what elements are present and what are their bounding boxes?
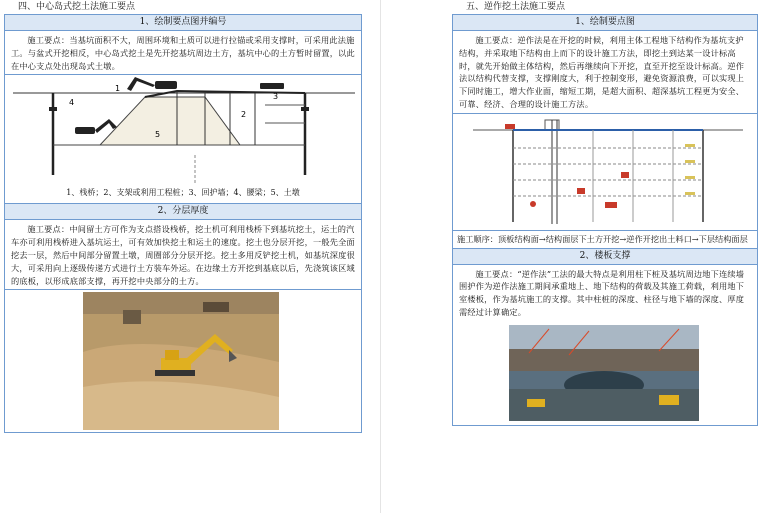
right-s1-text: 施工要点：逆作法是在开挖的时候，利用主体工程地下结构作为基坑支护结构，并采取地下结构由上而下的设计施工方法，即挖土到达某一设计标高时，就先开始做主体结构，然后再继续向下开挖，直至开挖至设计标高。逆作法以结构代替支撑，支撑刚度大，利于控制变形，避免资源浪费，可以实现上下同时施工，增大作业面，缩短工期，是超大面积、超深基坑工程更为安全、可靠、经济、合理的设计施工方法。: [453, 31, 757, 114]
page-gutter: [380, 0, 381, 513]
island-diagram: [5, 75, 361, 204]
island-diagram-svg: [5, 75, 361, 187]
left-column: [4, 0, 362, 433]
label-4: 4: [69, 98, 75, 108]
slab-photo-box: [453, 321, 757, 425]
excavation-photo: [83, 292, 279, 430]
left-s2-header: 2、分层厚度: [5, 204, 361, 220]
island-diagram-caption: 1、栈桥；2、支架或利用工程桩；3、回护墙；4、腰梁；5、土墩: [66, 188, 300, 198]
left-s1-header: 1、绘制要点图并编号: [5, 15, 361, 31]
right-section-title: 五、逆作挖土法施工要点: [466, 2, 566, 12]
left-frame: [4, 14, 362, 433]
label-2: 2: [241, 110, 247, 120]
left-s2-text: 施工要点：中间留土方可作为支点搭设栈桥，挖土机可利用栈桥下到基坑挖土，运土的汽车亦可利用栈桥进入基坑运土，可有效加快挖土和运土的速度。挖土也分层开挖，一般先全面挖去一层，然后中间部分留置土墩，周圈部分分层开挖。挖土多用反铲挖土机，如基坑深度很大，可采用向上逐级传递方式进行土方装车外运。在边缘土方开挖到基底以后，先浇筑该区域的底板，以形成底部支撑，再开挖中央部分的土方。: [5, 220, 361, 290]
left-section-title: 四、中心岛式挖土法施工要点: [18, 2, 136, 12]
slab-photo: [509, 325, 699, 421]
right-s2-header: 2、楼板支撑: [453, 249, 757, 265]
label-1: 1: [115, 84, 121, 94]
right-frame: [452, 14, 758, 426]
topdown-diagram: [453, 114, 757, 231]
left-s1-text: 施工要点：当基坑面积不大，周围环境和土质可以进行拉锚或采用支撑时，可采用此法施工。与盆式开挖相反，中心岛式挖土是先开挖基坑周边土方，基坑中心的土方暂时留置，以此在中心支点处出现岛式土墩。: [5, 31, 361, 75]
topdown-diagram-svg: [453, 114, 757, 230]
label-5: 5: [155, 130, 161, 140]
right-s2-text: 施工要点：“逆作法”工法的最大特点是利用柱下桩及基坑周边地下连续墙围护作为逆作法施工期间承重地上、地下结构的荷载及其施工荷载，利用地下室楼板，作为基坑施工的支撑。其中柱桩的深度、柱径与地下墙的深度、厚度需经过计算确定。: [459, 268, 745, 317]
label-3: 3: [273, 92, 279, 102]
right-column: [452, 0, 758, 426]
right-s1-header: 1、绘制要点图: [453, 15, 757, 31]
construction-order: 施工顺序：顶板结构面→结构面层下土方开挖→逆作开挖出土料口→下层结构面层: [453, 231, 757, 249]
excavation-photo-box: [5, 290, 361, 432]
